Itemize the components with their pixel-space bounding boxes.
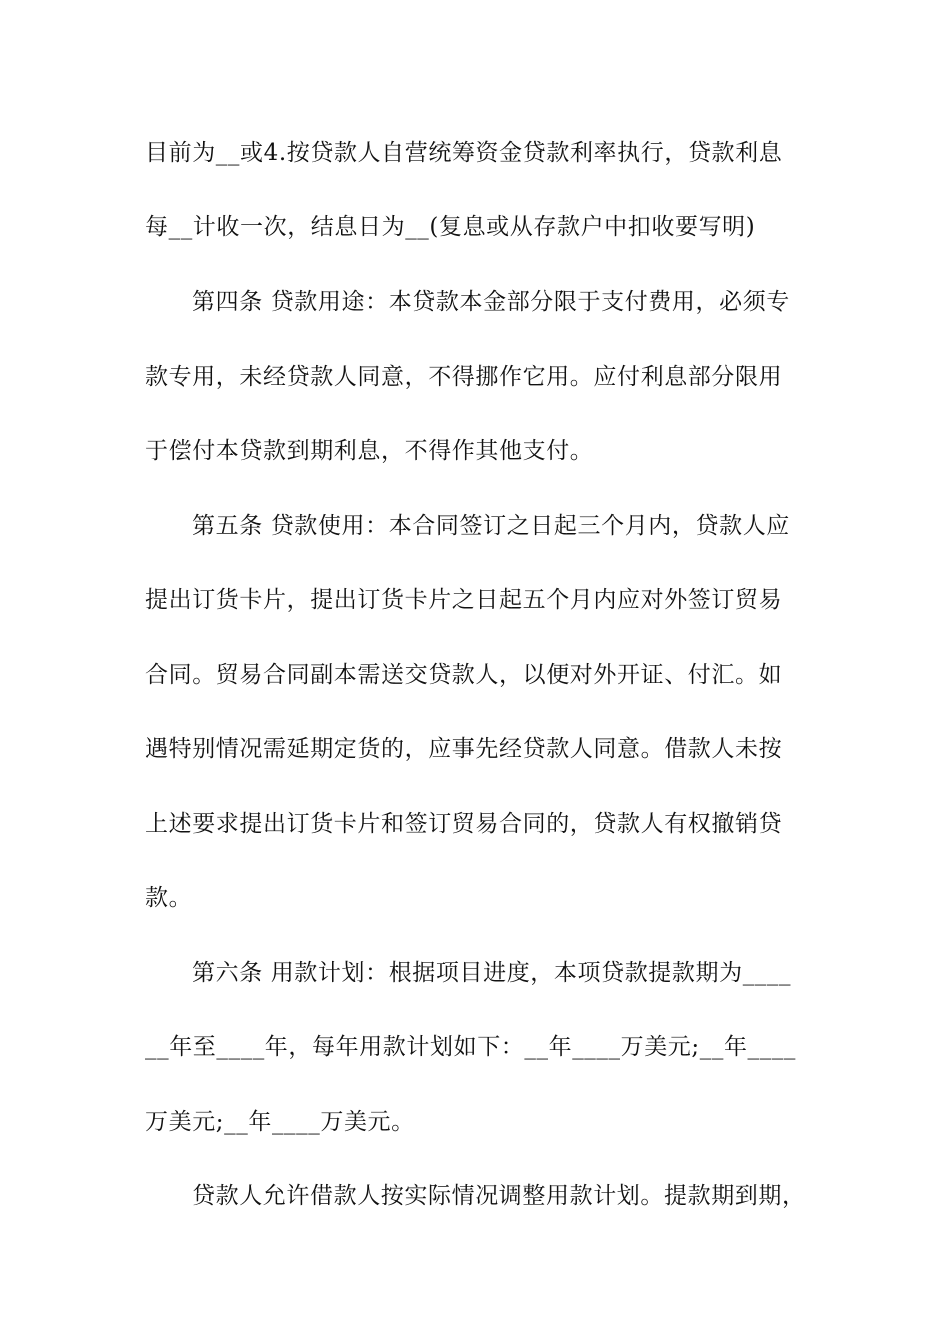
- text-line: 款专用，未经贷款人同意，不得挪作它用。应付利息部分限用: [145, 364, 783, 390]
- text-line: 第六条 用款计划：根据项目进度，本项贷款提款期为____: [192, 960, 792, 986]
- text-line: 第五条 贷款使用：本合同签订之日起三个月内，贷款人应: [192, 513, 790, 539]
- text-line: 贷款人允许借款人按实际情况调整用款计划。提款期到期，: [192, 1183, 806, 1209]
- text-line: 第四条 贷款用途：本贷款本金部分限于支付费用，必须专: [192, 289, 790, 315]
- text-line: 提出订货卡片，提出订货卡片之日起五个月内应对外签订贸易: [145, 587, 783, 613]
- text-line: 万美元;__年____万美元。: [145, 1109, 415, 1135]
- text-line: 款。: [145, 885, 193, 911]
- text-line: 合同。贸易合同副本需送交贷款人，以便对外开证、付汇。如: [145, 662, 783, 688]
- text-line: 目前为__或4.按贷款人自营统筹资金贷款利率执行，贷款利息: [145, 140, 783, 166]
- text-line: 遇特别情况需延期定货的，应事先经贷款人同意。借款人未按: [145, 736, 783, 762]
- text-line: 于偿付本贷款到期利息，不得作其他支付。: [145, 438, 594, 464]
- text-line: 上述要求提出订货卡片和签订贸易合同的，贷款人有权撤销贷: [145, 811, 783, 837]
- text-line: __年至____年，每年用款计划如下：__年____万美元;__年____: [145, 1034, 796, 1060]
- text-line: 每__计收一次，结息日为__(复息或从存款户中扣收要写明): [145, 214, 756, 240]
